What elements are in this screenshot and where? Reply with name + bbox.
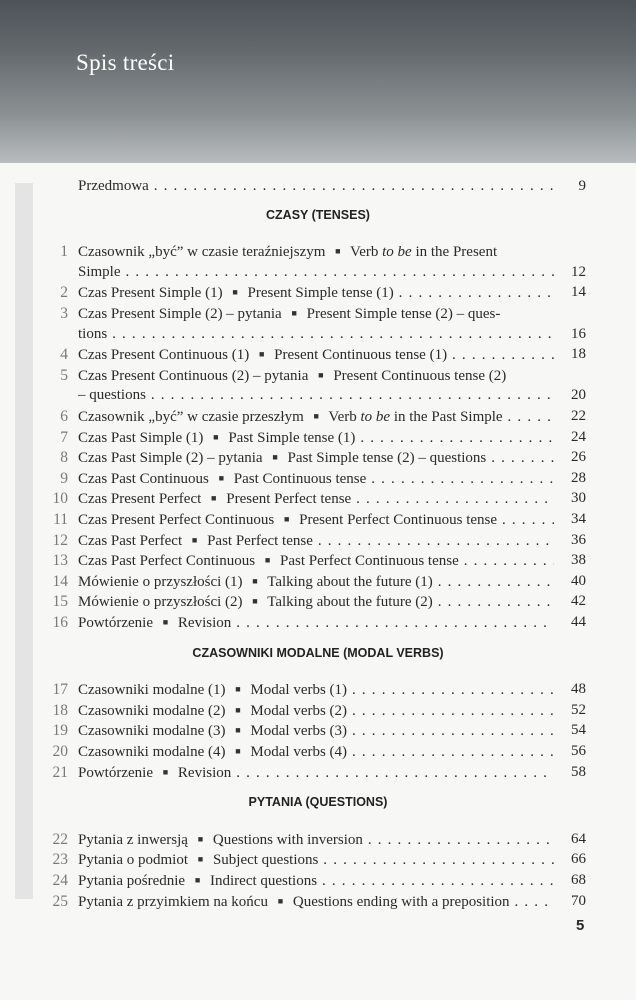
entry-page: 12	[571, 263, 586, 280]
separator-square-icon: ■	[252, 575, 258, 586]
entry-title: Czas Present Simple (2) – pytania ■ Present Simple tense (2) – ques-	[78, 306, 501, 322]
entry-number: 20	[52, 743, 68, 760]
entry-title: Czas Present Continuous (1) ■ Present Continuous tense (1) . . .	[78, 345, 554, 365]
entry-title: Czasowniki modalne (3) ■ Modal verbs (3) . . .	[78, 721, 554, 741]
separator-square-icon: ■	[191, 534, 198, 545]
entry-page: 42	[571, 593, 586, 610]
entry-number: 13	[52, 552, 68, 570]
entry-page: 28	[571, 469, 586, 486]
entry-number: 1	[60, 243, 68, 261]
entry-title: Przedmowa . . .	[78, 177, 554, 196]
entry-page: 40	[571, 572, 586, 589]
entry-title: Czas Past Simple (1) ■ Past Simple tense (1) . . .	[78, 428, 554, 448]
entry-page: 24	[571, 428, 586, 445]
separator-square-icon: ■	[218, 472, 225, 483]
entry-title: Pytania pośrednie ■ Indirect questions . . .	[78, 871, 554, 891]
entry-number: 10	[52, 490, 68, 508]
separator-square-icon: ■	[335, 246, 341, 257]
toc-entry-line	[0, 489, 636, 508]
toc-entry-line	[0, 448, 636, 467]
entry-title: Pytania z przyimkiem na końcu ■ Questions ending with a preposition . . .	[78, 892, 554, 912]
toc-entry-line	[0, 551, 636, 570]
separator-square-icon: ■	[283, 514, 290, 524]
entry-page: 14	[571, 284, 586, 301]
toc-entry-line	[0, 830, 636, 849]
entry-page: 52	[571, 701, 586, 718]
toc-entry-line	[0, 386, 636, 405]
separator-square-icon: ■	[197, 833, 204, 844]
entry-number: 18	[52, 701, 68, 719]
entry-number: 16	[52, 614, 68, 631]
section-heading: CZASOWNIKI MODALNE (MODAL VERBS)	[192, 645, 444, 660]
entry-page: 20	[571, 387, 586, 404]
entry-page: 30	[571, 490, 586, 507]
entry-title: Czas Present Simple (1) ■ Present Simple tense (1) . . .	[78, 283, 554, 303]
entry-title: Pytania o podmiot ■ Subject questions . . .	[78, 850, 554, 870]
entry-title: Czas Present Perfect ■ Present Perfect tense . . .	[78, 489, 554, 509]
toc-entry-line	[0, 701, 636, 720]
entry-title: Czas Present Perfect Continuous ■ Present Perfect Continuous tense . . .	[78, 510, 554, 530]
entry-page: 64	[571, 830, 586, 847]
entry-page: 70	[571, 892, 586, 909]
page-number: 5	[576, 917, 585, 934]
entry-title: Powtórzenie ■ Revision . . .	[78, 613, 554, 633]
entry-title: Mówienie o przyszłości (1) ■ Talking about the future (1) . . .	[78, 572, 554, 592]
entry-title: Powtórzenie ■ Revision . . .	[78, 763, 554, 783]
entry-number: 6	[60, 408, 68, 425]
separator-square-icon: ■	[264, 555, 271, 566]
entry-page: 16	[571, 325, 586, 342]
toc-entry-line	[0, 572, 636, 591]
separator-square-icon: ■	[313, 411, 319, 421]
entry-number: 2	[60, 284, 68, 302]
entry-title: Simple . . .	[78, 263, 554, 282]
toc-entry-line	[0, 366, 636, 385]
entry-number: 5	[60, 366, 68, 384]
toc-entry-line	[0, 613, 636, 632]
entry-title: – questions . . .	[78, 386, 554, 405]
entry-page: 36	[571, 531, 586, 548]
entry-number: 11	[53, 511, 68, 528]
entry-page: 44	[571, 614, 586, 630]
separator-square-icon: ■	[232, 287, 238, 298]
toc-entry-line	[0, 469, 636, 488]
separator-square-icon: ■	[211, 493, 217, 504]
separator-square-icon: ■	[235, 725, 241, 736]
entry-title: Czas Past Continuous ■ Past Continuous tense . . .	[78, 469, 554, 489]
entry-title: Mówienie o przyszłości (2) ■ Talking about the future (2) . . .	[78, 592, 554, 612]
separator-square-icon: ■	[291, 308, 297, 318]
separator-square-icon: ■	[318, 369, 324, 380]
toc-entry-line	[0, 304, 636, 323]
entry-number: 15	[52, 593, 68, 611]
entry-title: Czasowniki modalne (4) ■ Modal verbs (4) . . .	[78, 742, 554, 762]
entry-number: 14	[52, 572, 68, 590]
toc-entry-line	[0, 721, 636, 740]
entry-number: 17	[52, 681, 68, 699]
entry-number: 3	[60, 305, 68, 322]
separator-square-icon: ■	[162, 617, 169, 627]
separator-square-icon: ■	[272, 452, 278, 463]
toc-entry-line	[0, 680, 636, 699]
entry-page: 38	[571, 552, 586, 569]
entry-number: 19	[52, 722, 68, 740]
entry-number: 8	[60, 449, 68, 467]
toc-entry-line	[0, 345, 636, 364]
entry-page: 68	[571, 872, 586, 888]
toc-entry-line	[0, 263, 636, 282]
toc-entry-line	[0, 177, 636, 196]
toc-entry-line	[0, 592, 636, 611]
separator-square-icon: ■	[252, 596, 258, 607]
entry-number: 7	[60, 428, 68, 446]
entry-title: Czas Past Simple (2) – pytania ■ Past Simple tense (2) – questions . . .	[78, 448, 554, 468]
toc-entry-line	[0, 742, 636, 761]
entry-page: 58	[571, 763, 586, 780]
separator-square-icon: ■	[162, 766, 169, 777]
section-heading: PYTANIA (QUESTIONS)	[248, 795, 388, 810]
entry-number: 24	[52, 872, 68, 889]
entry-title: Czasowniki modalne (1) ■ Modal verbs (1) . . .	[78, 680, 554, 700]
header-banner	[0, 0, 636, 163]
entry-title: Czasownik „być” w czasie przeszłym ■ Verb to be in the Past Simple . . .	[78, 407, 554, 427]
entry-page: 66	[571, 851, 586, 868]
entry-title: Czasowniki modalne (2) ■ Modal verbs (2) . . .	[78, 701, 554, 721]
entry-page: 22	[571, 408, 586, 424]
entry-page: 54	[571, 722, 586, 739]
separator-square-icon: ■	[235, 746, 241, 756]
entry-page: 48	[571, 681, 586, 698]
separator-square-icon: ■	[277, 895, 284, 906]
page-title: Spis treści	[76, 50, 175, 75]
toc-entry-line	[0, 871, 636, 890]
toc-entry-line	[0, 283, 636, 302]
separator-square-icon: ■	[197, 854, 204, 865]
toc-entry-line	[0, 850, 636, 869]
separator-square-icon: ■	[235, 684, 241, 695]
entry-title: tions . . .	[78, 325, 554, 344]
entry-title: Czas Past Perfect ■ Past Perfect tense . . .	[78, 531, 554, 551]
entry-page: 34	[571, 511, 586, 527]
entry-number: 23	[52, 851, 68, 869]
entry-number: 25	[52, 892, 68, 910]
section-heading: CZASY (TENSES)	[266, 207, 370, 222]
toc-entry-line	[0, 428, 636, 447]
entry-title: Czas Past Perfect Continuous ■ Past Perfect Continuous tense . . .	[78, 551, 554, 571]
toc-entry-line	[0, 242, 636, 261]
entry-number: 9	[60, 469, 68, 487]
entry-number: 22	[52, 830, 68, 848]
toc-entry-line	[0, 763, 636, 782]
toc-entry-line	[0, 510, 636, 529]
entry-number: 4	[60, 346, 68, 364]
separator-square-icon: ■	[213, 431, 219, 442]
entry-number: 21	[52, 763, 68, 781]
toc-entry-line	[0, 407, 636, 426]
entry-page: 9	[578, 178, 586, 194]
separator-square-icon: ■	[235, 704, 241, 715]
entry-title: Czasownik „być” w czasie teraźniejszym ■ Verb to be in the Present	[78, 244, 498, 261]
toc-entry-line	[0, 325, 636, 344]
entry-page: 18	[571, 346, 586, 363]
entry-page: 26	[571, 449, 586, 466]
entry-page: 56	[571, 743, 586, 759]
separator-square-icon: ■	[194, 875, 201, 885]
separator-square-icon: ■	[258, 349, 265, 360]
entry-title: Pytania z inwersją ■ Questions with inversion . . .	[78, 830, 554, 850]
entry-number: 12	[52, 531, 68, 549]
entry-title: Czas Present Continuous (2) – pytania ■ Present Continuous tense (2)	[78, 367, 507, 384]
toc-entry-line	[0, 892, 636, 911]
toc-entry-line	[0, 531, 636, 550]
